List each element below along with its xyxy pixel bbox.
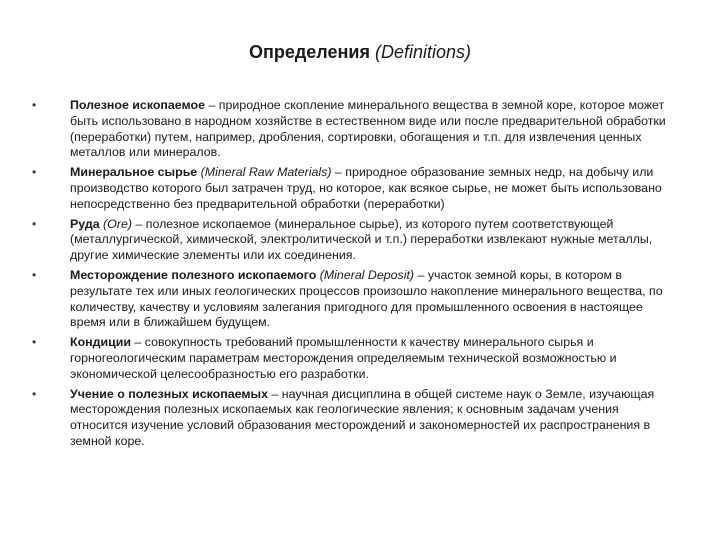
definition-text: – участок земной коры, в котором в результате тех или иных геологических процессов произошло накопление минерального вещества, по количеству, качеству и условиям залегания пригодного для промышленного освоения в настоящее время или в ближайшем будущем. (70, 267, 663, 330)
slide-title (0, 40, 720, 64)
definition-term-en: (Mineral Raw Materials) (197, 165, 332, 180)
definition-text: – природное скопление минерального вещества в земной коре, которое может быть использовано в народном хозяйстве в естественном виде или после предварительной обработки (переработки) путем, например, дробления, сортировки, обогащения и т.п. для извлечения ценных металлов или минералов. (70, 98, 666, 160)
definition-term: Руда (70, 216, 100, 231)
definition-item (32, 335, 668, 382)
definition-term-en: (Ore) (99, 216, 132, 231)
title-ru: Определения (248, 42, 370, 62)
definition-term-en: (Mineral Deposit) (316, 267, 415, 282)
definition-item (32, 216, 668, 264)
bullet-icon: • (32, 386, 37, 401)
definition-item (32, 165, 668, 212)
definition-item (32, 267, 668, 331)
definition-term: Месторождение полезного ископаемого (70, 267, 317, 282)
definition-term: Полезное ископаемое (70, 98, 205, 112)
definition-list (32, 98, 668, 454)
definition-item (32, 386, 668, 450)
definition-text: – полезное ископаемое (минеральное сырье), из которого путем соответствующей (металлургической, химической, электролитической и т.п.) переработки извлекают нужные металлы, другие химические элементы или их соединения. (70, 216, 653, 263)
definition-term: Минеральное сырье (70, 165, 198, 180)
definition-text: – природное образование земных недр, на добычу или производство которого был затрачен труд, но которое, как всякое сырье, не может быть использовано непосредственно без предварительной обработки (переработки) (70, 165, 662, 211)
bullet-icon: • (32, 267, 37, 282)
bullet-icon: • (32, 165, 37, 180)
bullet-icon: • (32, 98, 37, 112)
bullet-icon: • (32, 335, 37, 350)
bullet-icon: • (32, 216, 37, 231)
definition-text: – совокупность требований промышленности к качеству минерального сырья и горногеологическим параметрам месторождения определяемым технической возможностью и экономической целесообразностью его разработки. (70, 335, 617, 381)
definition-term: Кондиции (70, 335, 131, 350)
title-en: (Definitions) (374, 42, 471, 62)
definition-term: Учение о полезных ископаемых (70, 386, 268, 401)
definition-item (32, 98, 668, 161)
definition-text: – научная дисциплина в общей системе наук о Земле, изучающая месторождения полезных ископаемых как геологические явления; к основным задачам учения относится изучение условий образования месторождений и закономерностей их распространения в земной коре. (70, 386, 655, 448)
